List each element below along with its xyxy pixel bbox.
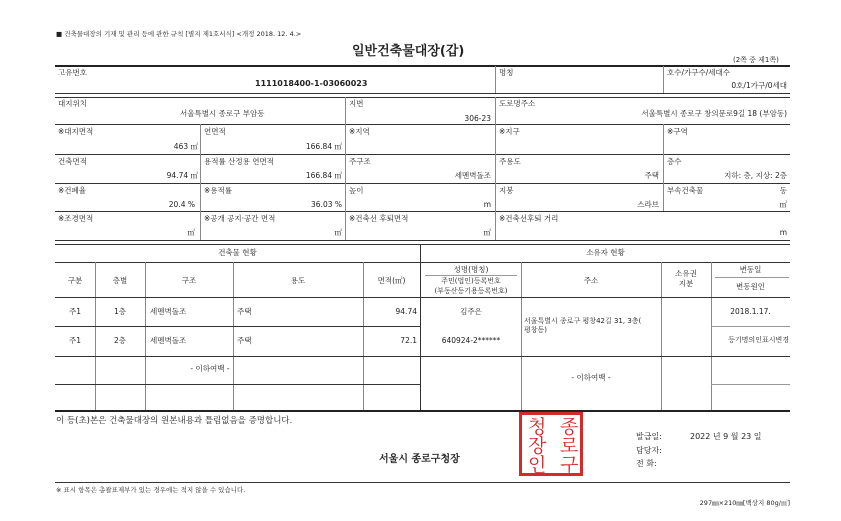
district-label: ※지구 [499,127,520,136]
row-border [55,326,421,327]
row-border [55,240,790,241]
roof-label: 지붕 [499,186,514,195]
row-border [55,93,790,94]
change-reason: 등기명의인표시변경 [728,336,789,344]
annex-label: 부속건축물 [667,186,704,195]
divider [495,211,496,240]
seal-glyph: 종 [560,416,579,438]
row-border [55,244,790,245]
row-border [55,97,790,98]
footer-border [55,482,790,483]
road-label: 도로명주소 [499,99,536,108]
seal-glyph: 인 [528,454,547,476]
official-seal [519,412,583,476]
row-border [55,297,790,298]
issuer-name: 서울시 종로구청장 [379,454,460,465]
divider [345,154,346,183]
lot-value: 306-23 [464,114,491,123]
floor-cell-type: 주1 [68,307,82,316]
regulation-text: ■ 건축물대장의 기재 및 관리 등에 관한 규칙 [별지 제1호서식] <개정 2018. 12. 4.> [56,30,302,38]
divider [663,66,664,93]
floor-cell-use: 주택 [237,336,252,345]
floor-area-value: 166.84 ㎡ [305,142,342,151]
table-bottom-border [55,410,790,412]
owner-table-title: 소유자 현황 [586,248,625,257]
row-border [55,211,790,212]
phone-label: 전 화: [636,459,657,468]
household-value: 0호/1가구/0세대 [731,81,787,90]
site-area-value: 463 ㎡ [173,142,198,151]
divider [200,183,201,211]
seal-glyph: 로 [560,435,579,457]
floor-th-use: 용도 [290,276,306,285]
divider [495,66,496,93]
floor-th-floor: 층별 [112,276,128,285]
annex-unit-area: ㎡ [779,200,787,209]
divider [345,124,346,154]
certify-text: 이 등(초)본은 건축물대장의 원본내용과 틀림없음을 증명합니다. [56,416,293,426]
floor-cell-floor: 2층 [113,336,127,345]
far-area-value: 166.84 ㎡ [305,171,342,180]
site-value: 서울특별시 종로구 부암동 [180,109,265,118]
household-label: 호수/가구수/세대수 [667,68,731,77]
owner-th-id2: (부동산등기용등록번호) [434,287,508,295]
divider [495,154,496,183]
floor-cell-use: 주택 [237,307,252,316]
divider [345,97,346,124]
sector-label: ※구역 [667,127,688,136]
seal-glyph: 구 [560,454,579,476]
divider [345,183,346,211]
lot-label: 지번 [349,99,364,108]
setback-unit: ㎡ [483,228,491,237]
setback-dist-label: ※건축선후퇴 거리 [499,214,559,223]
floor-blank-text: - 이하여백 - [190,364,230,373]
owner-th-address: 주소 [583,276,599,285]
owner-th-change-reason: 변동원인 [736,282,765,291]
seal-glyph: 청 [528,416,547,438]
owner-th-change-date: 변동일 [739,265,762,274]
row-border [55,154,790,155]
issue-date-label: 발급일: [636,432,662,441]
floors-value: 지하: 층, 지상: 2층 [724,171,787,180]
row-border [55,384,421,385]
bcr-value: 20.4 % [168,200,195,209]
footnote: ※ 표시 항목은 총괄표제부가 있는 경우에는 적지 않을 수 있습니다. [56,486,246,494]
far-area-label: 용적률 산정용 연면적 [204,157,274,166]
divider [495,124,496,154]
landscape-unit: ㎡ [187,228,195,237]
seal-glyph: 장 [528,435,547,457]
far-label: ※용적률 [204,186,233,195]
issue-date: 2022 년 9 월 23 일 [690,432,762,441]
name-label: 명칭 [499,68,514,77]
height-label: 높이 [349,186,364,195]
bcr-label: ※건폐율 [58,186,87,195]
owner-address-2: 평창동) [524,326,548,334]
owner-id: 640924-2****** [441,336,501,345]
road-value: 서울특별시 종로구 창의문로9길 18 (부암동) [641,109,787,118]
floors-label: 층수 [667,157,682,166]
divider [663,154,664,183]
floor-cell-structure: 세멘벽돌조 [150,336,187,345]
height-unit: m [483,200,491,209]
row-border [711,326,790,327]
unique-no-value: 1111018400-1-03060023 [255,79,368,88]
contact-label: 담당자: [636,446,662,455]
zone-label: ※지역 [349,127,370,136]
divider [345,211,346,240]
owner-th-id1: 주민(법인)등록번호 [441,277,501,285]
setback-label: ※건축선 후퇴면적 [349,214,409,223]
page-info: (2쪽 중 제1쪽) [733,56,779,64]
divider [663,124,664,154]
floor-th-structure: 구조 [181,276,197,285]
building-area-value: 94.74 ㎡ [166,171,198,180]
row-border [55,124,790,125]
floor-th-type: 구분 [67,276,83,285]
owner-th-share1: 소유권 [675,269,697,278]
floor-table-title: 건축물 현황 [218,248,257,257]
divider [200,124,201,154]
floor-cell-structure: 세멘벽돌조 [150,307,187,316]
change-date: 2018.1.17. [730,307,771,316]
site-label: 대지위치 [58,99,87,108]
floor-cell-type: 주1 [68,336,82,345]
building-area-label: 건축면적 [58,157,87,166]
paper-spec: 297㎜×210㎜[백상지 80g/㎡] [699,499,790,507]
structure-value: 세멘벽돌조 [454,171,491,180]
openspace-label: ※공개 공지·공간 면적 [204,214,276,223]
roof-value: 스라브 [637,200,659,209]
floor-cell-area: 94.74 [395,307,417,316]
divider [200,154,201,183]
owner-address-1: 서울특별시 종로구 평창42길 31, 3층( [524,317,642,325]
openspace-unit: ㎡ [334,228,342,237]
far-value: 36.03 % [311,200,342,209]
divider [663,183,664,211]
owner-blank-text: - 이하여백 - [571,373,611,382]
structure-label: 주구조 [349,157,371,166]
landscape-label: ※조경면적 [58,214,94,223]
floor-area-label: 연면적 [204,127,226,136]
row-border [55,183,790,184]
top-border [55,65,790,67]
annex-unit-count: 동 [779,186,787,195]
divider [495,97,496,124]
use-label: 주용도 [499,157,521,166]
site-area-label: ※대지면적 [58,127,94,136]
row-border [711,384,790,385]
floor-cell-area: 72.1 [400,336,417,345]
floor-th-area: 면적(㎡) [377,276,406,285]
use-value: 주택 [644,171,659,180]
divider [495,183,496,211]
document-title: 일반건축물대장(갑) [352,44,465,59]
divider [200,211,201,240]
header-split [425,275,517,276]
header-split [715,277,789,278]
owner-th-name: 성명(명칭) [453,265,489,274]
owner-th-share2: 지분 [678,279,694,288]
setback-dist-unit: m [779,228,787,237]
row-border [55,356,790,357]
unique-no-label: 고유번호 [58,68,87,77]
floor-cell-floor: 1층 [113,307,127,316]
row-border [55,262,790,263]
owner-name: 김주은 [460,307,482,316]
